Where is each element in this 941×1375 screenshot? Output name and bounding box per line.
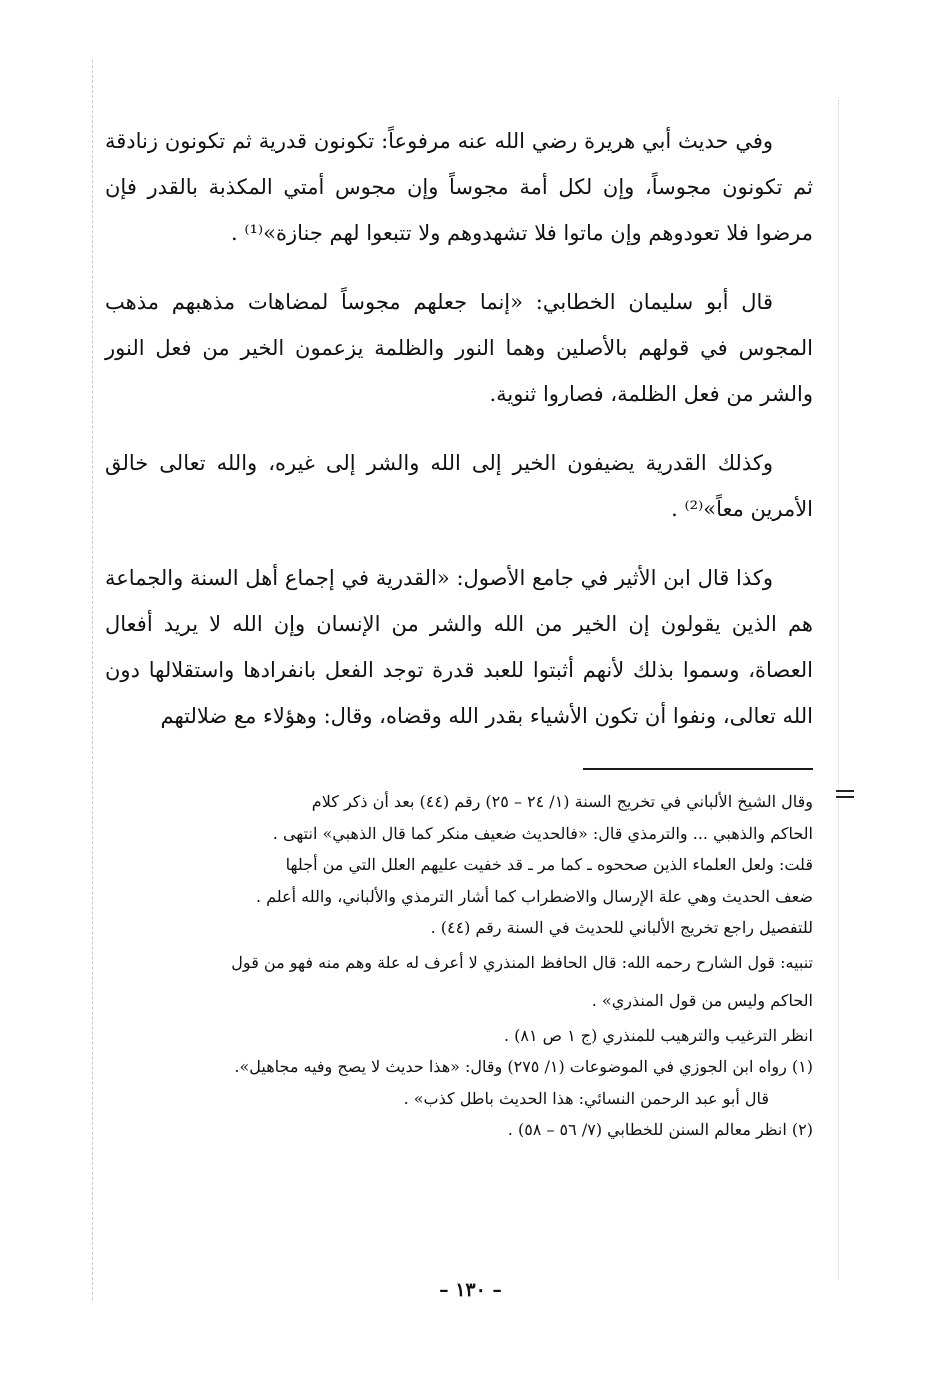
footnote-line: وقال الشيخ الألباني في تخريج السنة (١/ ٢٤ – ٢٥) رقم (٤٤) بعد أن ذكر كلام	[311, 792, 813, 811]
footnote-1: (١) رواه ابن الجوزي في الموضوعات (١/ ٢٧٥) وقال: «هذا حديث لا يصح وفيه مجاهيل».	[234, 1057, 813, 1076]
footnote-line: تنبيه: قول الشارح رحمه الله: قال الحافظ المنذري لا أعرف له علة وهم منه فهو من قول	[231, 952, 813, 972]
margin-mark	[836, 790, 854, 792]
page-fold-line	[92, 60, 93, 1300]
paragraph-1: وفي حديث أبي هريرة رضي الله عنه مرفوعاً: تكونون قدرية ثم تكونون زنادقة ثم تكونون مجوساً، وإن لكل أمة مجوساً وإن مجوس أمتي المكذبة بالقدر فإن مرضوا فلا تعودوهم وإن ماتوا فلا تشهدوهم ولا تتبعوا لهم جنازة»⁽¹⁾ .	[105, 129, 813, 245]
footnote-separator	[583, 768, 813, 770]
paragraph-4: وكذا قال ابن الأثير في جامع الأصول: «القدرية في إجماع أهل السنة والجماعة هم الذين يقولون إن الخير من الله والشر من الإنسان وإن الله لا يريد أفعال العصاة، وسموا بذلك لأنهم أثبتوا للعبد قدرة توجد الفعل بانفرادها واستقلالها دون الله تعالى، ونفوا أن تكون الأشياء بقدر الله وقضاه، وقال: وهؤلاء مع ضلالتهم	[105, 566, 813, 728]
footnote-line: قال أبو عبد الرحمن النسائي: هذا الحديث باطل كذب» .	[403, 1088, 769, 1108]
paragraph-2: قال أبو سليمان الخطابي: «إنما جعلهم مجوساً لمضاهات مذهبهم مذهب المجوس في قولهم بالأصلين وهما النور والظلمة يزعمون الخير من فعل النور والشر من فعل الظلمة، فصاروا ثنوية.	[105, 290, 813, 406]
page-fold-line-right	[838, 100, 839, 1280]
page-number: – ١٣٠ –	[439, 1279, 502, 1301]
footnote-line: ضعف الحديث وهي علة الإرسال والاضطراب كما أشار الترمذي والألباني، والله أعلم .	[255, 886, 813, 906]
footnote-2: (٢) انظر معالم السنن للخطابي (٧/ ٥٦ – ٥٨) .	[507, 1120, 813, 1139]
footnote-line: للتفصيل راجع تخريج الألباني للحديث في السنة رقم (٤٤) .	[430, 918, 813, 937]
footnote-line: قلت: ولعل العلماء الذين صححوه ـ كما مر ـ قد خفيت عليهم العلل التي من أجلها	[285, 855, 813, 874]
paragraph-3: وكذلك القدرية يضيفون الخير إلى الله والشر إلى غيره، والله تعالى خالق الأمرين معاً»⁽²⁾ .	[105, 451, 813, 521]
main-text	[105, 118, 813, 762]
footnote-line: الحاكم وليس من قول المنذري» .	[591, 990, 813, 1010]
footnote-line: الحاكم والذهبي ... والترمذي قال: «فالحديث ضعيف منكر كما قال الذهبي» انتهى .	[272, 823, 813, 843]
footnotes	[101, 786, 813, 1146]
footnote-line: انظر الترغيب والترهيب للمنذري (ج ١ ص ٨١) .	[503, 1025, 813, 1045]
